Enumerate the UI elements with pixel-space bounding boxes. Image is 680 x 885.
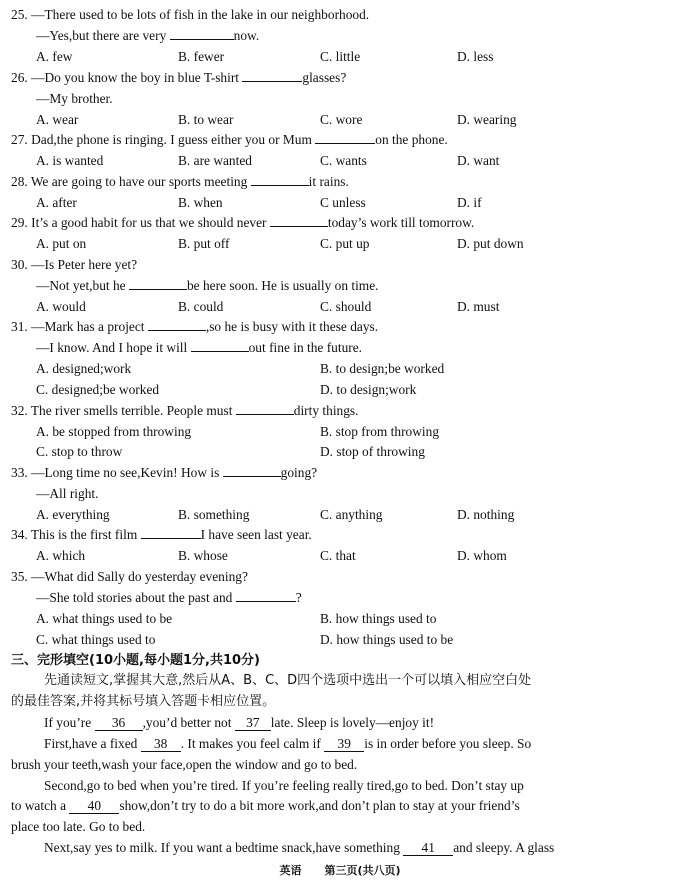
option-c: C. wore	[320, 112, 363, 127]
option-d: D. nothing	[457, 507, 515, 522]
option-a: A. which	[36, 548, 86, 563]
question-34-stem: 34. This is the first film I have seen last year.	[11, 527, 312, 542]
question-25-stem-2: —Yes,but there are very now.	[36, 28, 260, 43]
option-a: A. what things used to be	[36, 611, 173, 626]
option-b: B. fewer	[178, 49, 225, 64]
question-30-stem-2: —Not yet,but he be here soon. He is usually on time.	[36, 278, 379, 293]
page-footer	[0, 862, 680, 878]
question-31-stem-2: —I know. And I hope it will out fine in the future.	[36, 340, 363, 355]
option-c: C. designed;be worked	[36, 382, 160, 397]
answer-blank[interactable]	[223, 464, 281, 477]
option-a: A. be stopped from throwing	[36, 424, 192, 439]
option-a: A. is wanted	[36, 153, 104, 168]
question-25-stem: 25. —There used to be lots of fish in the lake in our neighborhood.	[11, 7, 370, 22]
option-c: C. anything	[320, 507, 383, 522]
instruction-line-1: 先通读短文,掌握其大意,然后从A、B、C、D四个选项中选出一个可以填入相应空白处	[44, 673, 532, 688]
option-b: B. whose	[178, 548, 228, 563]
answer-blank[interactable]	[251, 173, 309, 186]
option-c: C. should	[320, 299, 372, 314]
option-b: B. when	[178, 195, 223, 210]
question-35-stem: 35. —What did Sally do yesterday evening?	[11, 569, 248, 584]
cloze-blank-36[interactable]: 36	[95, 716, 143, 731]
option-c: C. what things used to	[36, 632, 156, 647]
option-c: C. little	[320, 49, 361, 64]
option-a: A. designed;work	[36, 361, 132, 376]
answer-blank[interactable]	[148, 318, 206, 331]
passage-line: If you’re 36 ,you’d better not 37 late. Sleep is lovely—enjoy it!	[44, 715, 435, 730]
question-35-stem-2: —She told stories about the past and ?	[36, 590, 302, 605]
question-32-stem: 32. The river smells terrible. People must dirty things.	[11, 403, 359, 418]
option-b: B. are wanted	[178, 153, 252, 168]
option-d: D. must	[457, 299, 500, 314]
option-d: D. put down	[457, 236, 524, 251]
cloze-blank-40[interactable]: 40	[69, 799, 119, 814]
option-c: C. that	[320, 548, 356, 563]
option-c: C. stop to throw	[36, 444, 123, 459]
question-30-stem: 30. —Is Peter here yet?	[11, 257, 138, 272]
option-c: C. put up	[320, 236, 370, 251]
option-d: D. stop of throwing	[320, 444, 425, 459]
question-28-stem: 28. We are going to have our sports meeting it rains.	[11, 174, 349, 189]
answer-blank[interactable]	[242, 69, 302, 82]
passage-line: to watch a 40 show,don’t try to do a bit more work,and don’t plan to stay at your friend’s	[11, 798, 520, 813]
option-c: C. wants	[320, 153, 367, 168]
question-33-stem-2: —All right.	[36, 486, 99, 501]
question-26-stem-2: —My brother.	[36, 91, 113, 106]
option-d: D. how things used to be	[320, 632, 454, 647]
option-a: A. few	[36, 49, 73, 64]
option-b: B. put off	[178, 236, 230, 251]
option-d: D. want	[457, 153, 500, 168]
option-b: B. to wear	[178, 112, 234, 127]
option-a: A. would	[36, 299, 86, 314]
option-a: A. everything	[36, 507, 110, 522]
question-27-stem: 27. Dad,the phone is ringing. I guess either you or Mum on the phone.	[11, 132, 448, 147]
cloze-blank-38[interactable]: 38	[141, 737, 181, 752]
answer-blank[interactable]	[129, 277, 187, 290]
option-a: A. wear	[36, 112, 79, 127]
cloze-blank-37[interactable]: 37	[235, 716, 271, 731]
question-33-stem: 33. —Long time no see,Kevin! How is going?	[11, 465, 318, 480]
option-b: B. could	[178, 299, 224, 314]
cloze-blank-41[interactable]: 41	[403, 841, 453, 856]
passage-line: Next,say yes to milk. If you want a bedtime snack,have something 41 and sleepy. A glass	[44, 840, 555, 855]
answer-blank[interactable]	[141, 526, 201, 539]
answer-blank[interactable]	[236, 589, 296, 602]
section-heading: 三、完形填空(10小题,每小题1分,共10分)	[11, 653, 260, 668]
option-b: B. how things used to	[320, 611, 437, 626]
question-29-stem: 29. It’s a good habit for us that we should never today’s work till tomorrow.	[11, 215, 475, 230]
option-a: A. after	[36, 195, 77, 210]
answer-blank[interactable]	[270, 214, 328, 227]
option-d: D. whom	[457, 548, 507, 563]
option-b: B. something	[178, 507, 250, 522]
option-c: C unless	[320, 195, 366, 210]
cloze-blank-39[interactable]: 39	[324, 737, 364, 752]
option-d: D. wearing	[457, 112, 517, 127]
instruction-line-2: 的最佳答案,并将其标号填入答题卡相应位置。	[11, 694, 276, 709]
footer-page: 第三页(共八页)	[324, 864, 401, 877]
option-d: D. to design;work	[320, 382, 417, 397]
question-26-stem: 26. —Do you know the boy in blue T-shirt glasses?	[11, 70, 347, 85]
answer-blank[interactable]	[191, 339, 249, 352]
footer-subject: 英语	[279, 864, 302, 877]
answer-blank[interactable]	[315, 131, 375, 144]
passage-line: brush your teeth,wash your face,open the window and go to bed.	[11, 757, 358, 772]
option-d: D. less	[457, 49, 494, 64]
option-b: B. stop from throwing	[320, 424, 440, 439]
passage-line: place too late. Go to bed.	[11, 819, 146, 834]
passage-line: Second,go to bed when you’re tired. If you’re feeling really tired,go to bed. Don’t stay up	[44, 778, 524, 793]
question-31-stem: 31. —Mark has a project ,so he is busy with it these days.	[11, 319, 379, 334]
answer-blank[interactable]	[170, 27, 234, 40]
passage-line: First,have a fixed 38 . It makes you feel calm if 39 is in order before you sleep. So	[44, 736, 532, 751]
option-a: A. put on	[36, 236, 87, 251]
option-d: D. if	[457, 195, 482, 210]
option-b: B. to design;be worked	[320, 361, 445, 376]
answer-blank[interactable]	[236, 402, 294, 415]
